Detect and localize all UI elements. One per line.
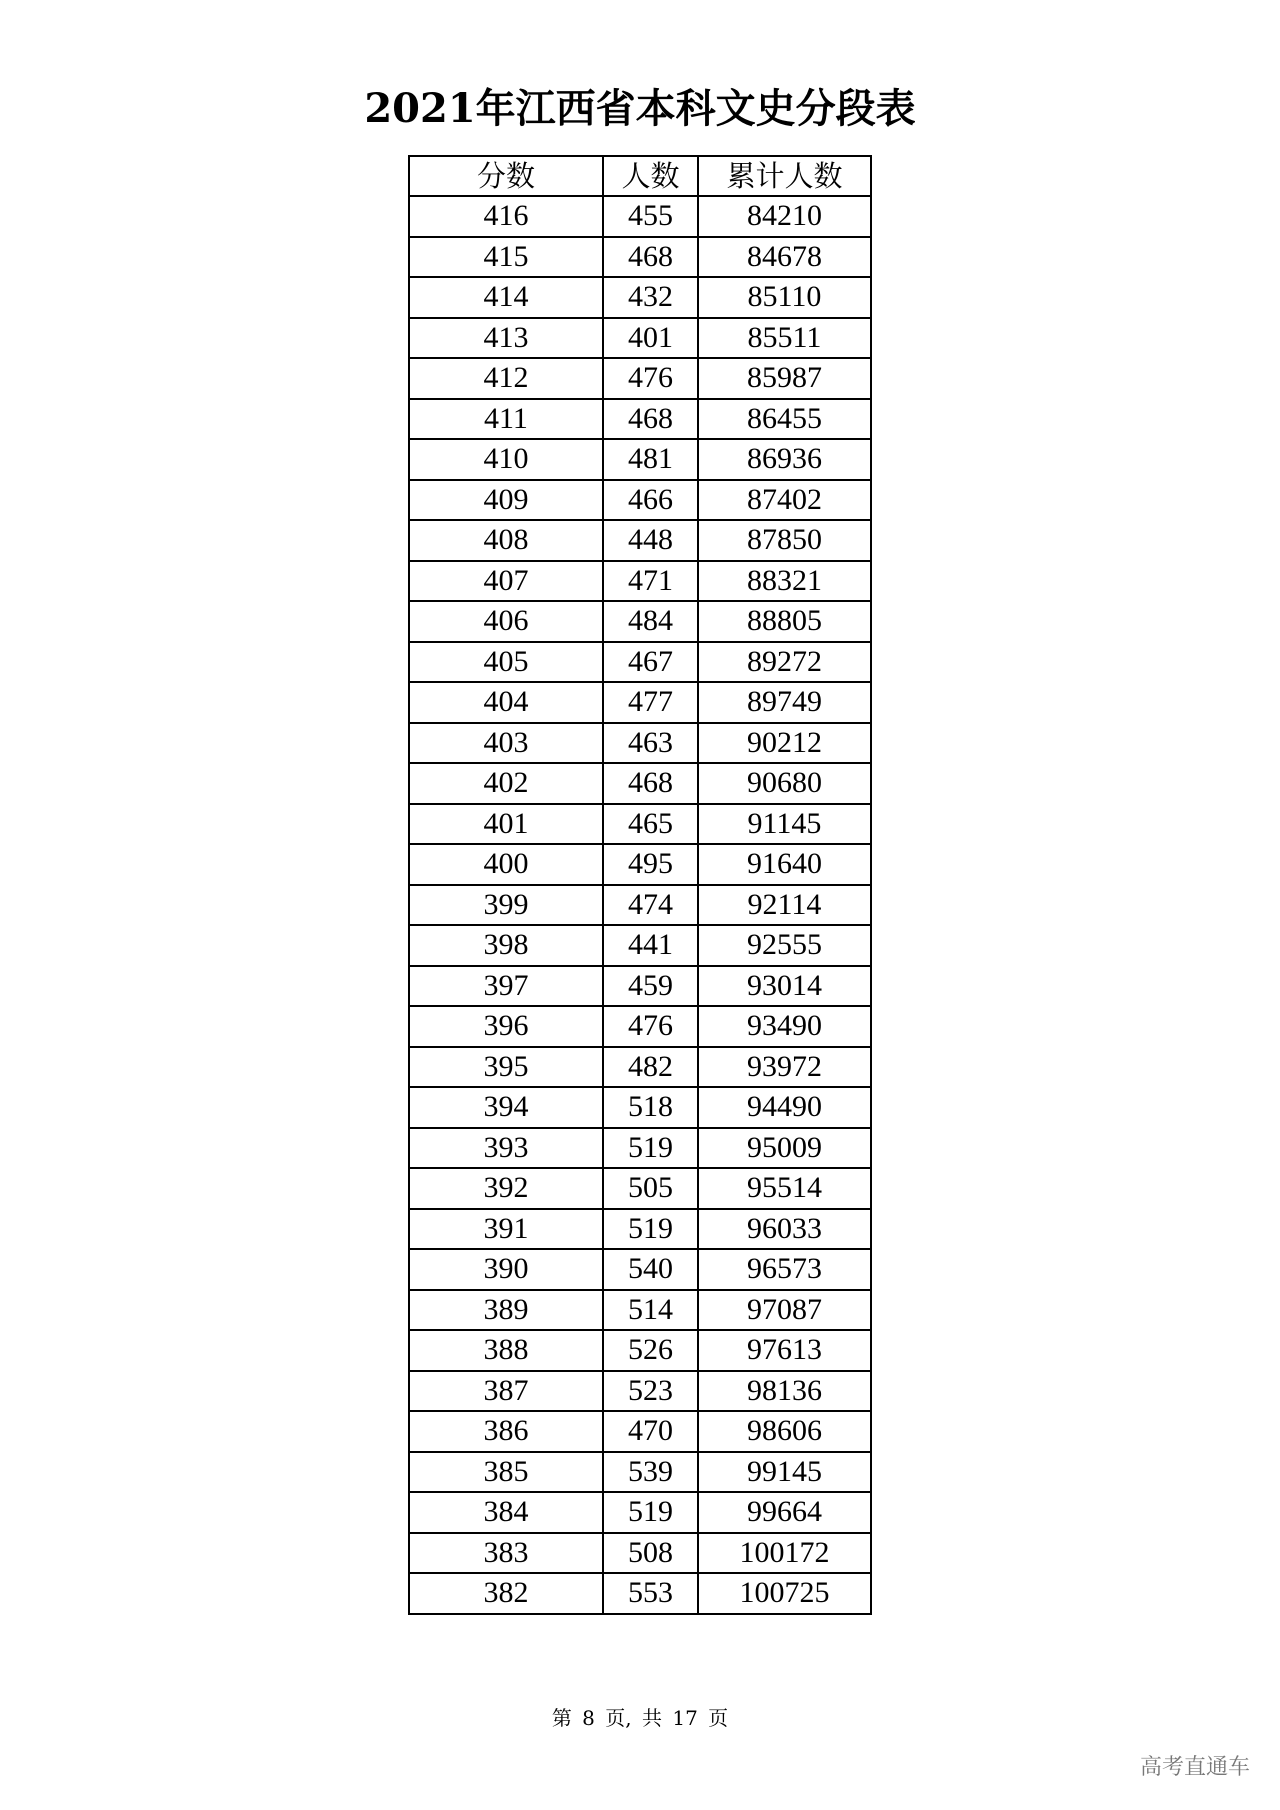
table-row: [409, 966, 871, 1007]
cell-cumulative: 84210: [698, 196, 871, 237]
cell-count: 401: [603, 318, 698, 359]
cell-score: 395: [409, 1047, 603, 1088]
cell-cumulative: 87850: [698, 520, 871, 561]
cell-score: 391: [409, 1209, 603, 1250]
cell-score: 383: [409, 1533, 603, 1574]
cell-cumulative: 85987: [698, 358, 871, 399]
cell-score: 412: [409, 358, 603, 399]
cell-cumulative: 92114: [698, 885, 871, 926]
cell-count: 523: [603, 1371, 698, 1412]
cell-count: 476: [603, 358, 698, 399]
cell-cumulative: 86455: [698, 399, 871, 440]
table-row: [409, 642, 871, 683]
table-row: [409, 1452, 871, 1493]
table-row: [409, 1087, 871, 1128]
cell-count: 518: [603, 1087, 698, 1128]
cell-count: 467: [603, 642, 698, 683]
cell-score: 416: [409, 196, 603, 237]
table-row: [409, 318, 871, 359]
cell-count: 470: [603, 1411, 698, 1452]
table-row: [409, 358, 871, 399]
cell-count: 468: [603, 237, 698, 278]
table-row: [409, 1573, 871, 1614]
table-row: [409, 1492, 871, 1533]
table-row: [409, 399, 871, 440]
table-header-row: [409, 156, 871, 196]
table-row: [409, 1371, 871, 1412]
cell-cumulative: 92555: [698, 925, 871, 966]
cell-score: 399: [409, 885, 603, 926]
table-row: [409, 1411, 871, 1452]
cell-score: 405: [409, 642, 603, 683]
table-row: [409, 237, 871, 278]
cell-cumulative: 97087: [698, 1290, 871, 1331]
cell-score: 394: [409, 1087, 603, 1128]
table-row: [409, 601, 871, 642]
table-row: [409, 1128, 871, 1169]
cell-count: 477: [603, 682, 698, 723]
table-row: [409, 1533, 871, 1574]
table-row: [409, 439, 871, 480]
cell-count: 459: [603, 966, 698, 1007]
table-row: [409, 277, 871, 318]
cell-score: 384: [409, 1492, 603, 1533]
cell-cumulative: 90212: [698, 723, 871, 764]
score-distribution-table: [408, 155, 872, 1615]
cell-score: 407: [409, 561, 603, 602]
cell-score: 404: [409, 682, 603, 723]
page-number-footer: 第 8 页, 共 17 页: [551, 1706, 729, 1730]
cell-count: 519: [603, 1209, 698, 1250]
cell-cumulative: 99664: [698, 1492, 871, 1533]
cell-score: 406: [409, 601, 603, 642]
cell-cumulative: 93014: [698, 966, 871, 1007]
table-row: [409, 1249, 871, 1290]
cell-cumulative: 93490: [698, 1006, 871, 1047]
table-row: [409, 520, 871, 561]
cell-cumulative: 84678: [698, 237, 871, 278]
table-row: [409, 1047, 871, 1088]
cell-score: 393: [409, 1128, 603, 1169]
table-row: [409, 1290, 871, 1331]
cell-score: 415: [409, 237, 603, 278]
cell-count: 476: [603, 1006, 698, 1047]
cell-count: 463: [603, 723, 698, 764]
table-row: [409, 682, 871, 723]
cell-count: 455: [603, 196, 698, 237]
table-row: [409, 1168, 871, 1209]
table-row: [409, 844, 871, 885]
cell-cumulative: 96573: [698, 1249, 871, 1290]
cell-count: 471: [603, 561, 698, 602]
table-row: [409, 1006, 871, 1047]
cell-cumulative: 88321: [698, 561, 871, 602]
cell-score: 413: [409, 318, 603, 359]
cell-score: 408: [409, 520, 603, 561]
cell-score: 403: [409, 723, 603, 764]
cell-score: 414: [409, 277, 603, 318]
cell-cumulative: 95009: [698, 1128, 871, 1169]
cell-count: 468: [603, 763, 698, 804]
cell-cumulative: 93972: [698, 1047, 871, 1088]
cell-count: 482: [603, 1047, 698, 1088]
cell-cumulative: 100172: [698, 1533, 871, 1574]
page-title: 2021年江西省本科文史分段表: [364, 85, 916, 132]
cell-cumulative: 91145: [698, 804, 871, 845]
table-row: [409, 885, 871, 926]
cell-score: 390: [409, 1249, 603, 1290]
table-body: [409, 196, 871, 1614]
cell-score: 410: [409, 439, 603, 480]
cell-count: 481: [603, 439, 698, 480]
cell-count: 519: [603, 1492, 698, 1533]
watermark: 高考直通车: [1140, 1755, 1251, 1780]
cell-cumulative: 97613: [698, 1330, 871, 1371]
cell-score: 398: [409, 925, 603, 966]
cell-score: 386: [409, 1411, 603, 1452]
cell-count: 495: [603, 844, 698, 885]
cell-count: 441: [603, 925, 698, 966]
cell-cumulative: 100725: [698, 1573, 871, 1614]
cell-cumulative: 90680: [698, 763, 871, 804]
cell-score: 409: [409, 480, 603, 521]
cell-cumulative: 94490: [698, 1087, 871, 1128]
cell-cumulative: 98606: [698, 1411, 871, 1452]
cell-count: 553: [603, 1573, 698, 1614]
cell-count: 474: [603, 885, 698, 926]
cell-score: 401: [409, 804, 603, 845]
cell-cumulative: 89749: [698, 682, 871, 723]
table-row: [409, 723, 871, 764]
cell-cumulative: 95514: [698, 1168, 871, 1209]
cell-score: 388: [409, 1330, 603, 1371]
cell-count: 519: [603, 1128, 698, 1169]
cell-cumulative: 89272: [698, 642, 871, 683]
cell-count: 540: [603, 1249, 698, 1290]
cell-score: 400: [409, 844, 603, 885]
cell-score: 387: [409, 1371, 603, 1412]
cell-cumulative: 86936: [698, 439, 871, 480]
cell-cumulative: 91640: [698, 844, 871, 885]
table-row: [409, 804, 871, 845]
column-header-score: 分数: [409, 156, 603, 196]
cell-cumulative: 98136: [698, 1371, 871, 1412]
cell-cumulative: 85110: [698, 277, 871, 318]
cell-cumulative: 85511: [698, 318, 871, 359]
table-row: [409, 196, 871, 237]
cell-score: 402: [409, 763, 603, 804]
cell-count: 539: [603, 1452, 698, 1493]
table-row: [409, 1209, 871, 1250]
cell-score: 397: [409, 966, 603, 1007]
table-row: [409, 561, 871, 602]
cell-cumulative: 87402: [698, 480, 871, 521]
cell-cumulative: 96033: [698, 1209, 871, 1250]
cell-count: 468: [603, 399, 698, 440]
table-row: [409, 763, 871, 804]
cell-score: 389: [409, 1290, 603, 1331]
cell-count: 432: [603, 277, 698, 318]
cell-score: 411: [409, 399, 603, 440]
cell-cumulative: 99145: [698, 1452, 871, 1493]
cell-count: 466: [603, 480, 698, 521]
cell-count: 514: [603, 1290, 698, 1331]
cell-count: 508: [603, 1533, 698, 1574]
column-header-cumulative: 累计人数: [698, 156, 871, 196]
table-row: [409, 925, 871, 966]
cell-count: 526: [603, 1330, 698, 1371]
table-row: [409, 1330, 871, 1371]
cell-count: 465: [603, 804, 698, 845]
cell-count: 484: [603, 601, 698, 642]
cell-count: 448: [603, 520, 698, 561]
table-row: [409, 480, 871, 521]
cell-score: 396: [409, 1006, 603, 1047]
cell-score: 385: [409, 1452, 603, 1493]
cell-count: 505: [603, 1168, 698, 1209]
cell-score: 392: [409, 1168, 603, 1209]
cell-cumulative: 88805: [698, 601, 871, 642]
cell-score: 382: [409, 1573, 603, 1614]
column-header-count: 人数: [603, 156, 698, 196]
